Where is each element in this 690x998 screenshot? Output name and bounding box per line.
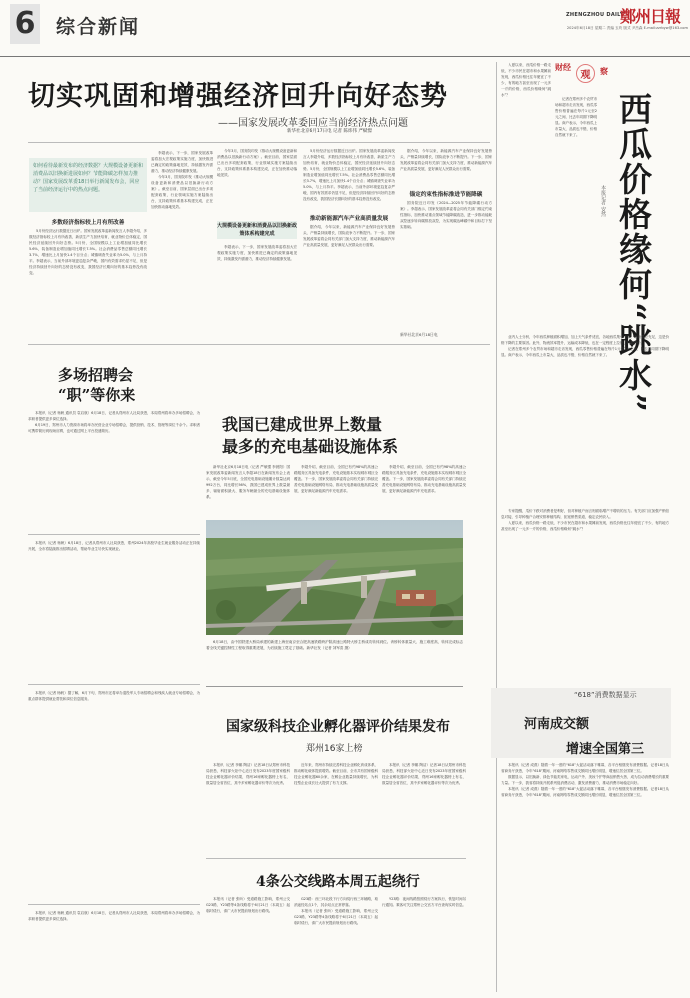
incubator-rule [206, 858, 466, 859]
charging-headline-2: 最多的充电基础设施体系 [222, 437, 399, 456]
incubator-text-1: 本报讯（记者 李娜 陶洁）记者18日从郑州市科技局获悉，科技部火炬中心近日发布2023年度国家级科技企业孵化器评价结果，郑州16家孵化器榜上有名，数量居全省首位，其中多家孵化器评价等次为优秀。 [206, 763, 290, 785]
stats-headline: 河南成交额 [524, 717, 590, 732]
lead-text-4: 李超表示，下一步，国家发展改革委将加大宏观政策实施力度，加快推进已确定的政策落地见效，持续激发内需潜力，推动经济持续健康发展。 [217, 245, 297, 261]
jobs-rule-1 [28, 534, 200, 535]
stats-headline-2: 增速全国第三 [566, 742, 645, 757]
column-text-4: 专家提醒，瓜价下跌对消费者是利好，但对种植户而言则面临增产不增收的压力。有关部门应加强产销信息对接，引导种植户合理安排种植结构，拓宽销售渠道，稳定农民收入。 入夏以来，西瓜价格一路走低，不少市民在超市和水果摊前发现，西瓜价格比往年便宜了不少，有的地方甚至出现了一元多一斤的价格，西瓜价格缘何“跳水”？ [501, 509, 669, 531]
lead-subhead-1: 多数经济指标较上月有所改善 [51, 220, 125, 226]
lead-subtitle: ——国家发展改革委回应当前经济热点问题 [218, 118, 408, 129]
paper-name-en: ZHENGZHOU DAILY [566, 12, 624, 18]
jobs-text-1: 本报讯（记者 杨帆 通讯员 袁启航）6月18日，记者从郑州市人社局获悉，本周郑州将举办多场招聘会，为求职者提供更多岗位选择。 6月19日，郑州市人力资源市场将举办民营企业专场招聘会，提供营销、技术、管理等岗位千余个。求职者可携带简历到现场应聘，也可通过网上平台投递简历。 [28, 411, 200, 433]
column-divider [496, 62, 497, 992]
jobs-headline-2: “职”等你来 [58, 386, 136, 404]
column-author: 本报记者 安然 [600, 185, 606, 217]
lead-rule [28, 142, 490, 143]
column-text-1: 入夏以来，西瓜价格一路走低，不少市民在超市和水果摊前发现，西瓜价格比往年便宜了不少，有的地方甚至出现了一元多一斤的价格，西瓜价格缘何“跳水”？ [501, 63, 551, 97]
charging-text-1: 新华社北京6月18日电（记者 严赋憬 李晨阳）国家发展改革委新闻发言人李超18日在新闻发布会上表示，截至今年5月底，全国充电基础设施累计数量达到992万台，同比增长56%，我国已建成世界上数量最多、辐射面积最大、服务车辆最全的充电基础设施体系。 [206, 465, 290, 499]
incubator-subtitle: 郑州16家上榜 [306, 744, 363, 754]
caption-rule [206, 686, 463, 687]
column-tag: 财经 [555, 63, 571, 72]
lead-end-note: 新华社北京6月18日电 [400, 332, 438, 337]
incubator-headline: 国家级科技企业孵化器评价结果发布 [226, 719, 450, 735]
lead-byline: 新华社北京6月17日电 记者 陈炜伟 严赋憬 [287, 129, 372, 134]
stats-label: “618”消费数据显示 [574, 691, 637, 699]
lead-intro: 如何看待最新发布的经济数据？大规模设备更新和消费品以旧换新进展如何？节能降碳怎样加力推动？国家发展改革委18日举行新闻发布会，回应了当前经济运行中的热点问题。 [29, 158, 147, 212]
lead-text-8: 国务院近日印发《2024—2025年节能降碳行动方案》。李超表示，国家发展改革委将会同有关部门锚定约束性指标，加快推动重点领域节能降碳改造，进一步推动能耗双控逐步转向碳排放双控，为实现碳达峰碳中和目标打下坚实基础。 [400, 201, 492, 229]
lead-text-1: 5月份经济运行数据近日出炉。国家发展改革委新闻发言人李超介绍，多数经济指标较上月有所改善，新质生产力加快培育，就业物价总体稳定，国民经济延续回升向好态势。5月份，全国规模以上工业增加值同比增长5.6%，装备制造业增加值同比增长7.5%。社会消费品零售总额同比增长3.7%，增速比上月加快1.4个百分点；城镇调查失业率为5.0%，与上月持平。李超表示，当前外部环境更趋复杂严峻，国内有效需求仍显不足，但是经济持续回升向好的态势没有改变，我国经济长期向好的基本趋势没有改变。 [29, 229, 147, 275]
observe-icon: 观 [576, 64, 595, 83]
lead-subhead-4: 锚定约束性指标推进节能降碳 [409, 192, 483, 198]
lead-text-5: 5月份经济运行数据近日出炉。国家发展改革委新闻发言人李超介绍，多数经济指标较上月有所改善，新质生产力加快培育，就业物价总体稳定，国民经济延续回升向好态势。5月份，全国规模以上工业增加值同比增长5.6%，装备制造业增加值同比增长7.5%。社会消费品零售总额同比增长3.7%，增速比上月加快1.4个百分点；城镇调查失业率为5.0%，与上月持平。李超表示，当前外部环境更趋复杂严峻，国内有效需求仍显不足，但是经济持续回升向好的态势没有改变，我国经济长期向好的基本趋势没有改变。 [303, 149, 395, 201]
page-number: 6 [10, 4, 40, 44]
column-tag-tail: 察 [600, 67, 608, 76]
paper-logo: 鄭州日報 [620, 7, 681, 26]
bus-text-1: 本报讯（记者 张昕）受道路施工影响，郑州公交G23路、Y23路等4条线路将于6月21日（本周五）起临时绕行，请广大市民提前规划出行路线。 [206, 897, 290, 913]
jobs-headline: 多场招聘会 [58, 366, 134, 384]
bus-text-3: Y23路：夜间线路按照绕行方案执行，恢复时间另行通知。乘客可关注郑州公交官方平台查询实时信息。 [382, 897, 466, 907]
lead-subhead-2: 大规模设备更新和消费品以旧换新政策体系构建完成 [217, 223, 298, 237]
column-text-2: 记者在郑州多个农贸市场和超市走访发现，西瓜零售价格普遍在每斤1元至2元之间，比去年同期下降明显。商户表示，今年西瓜上市量大，品质也不错，价格自然就下来了。 [555, 97, 597, 137]
column-text-3: 业内人士分析，今年西瓜种植面积增加，加上天气条件适宜，各地西瓜集中上市，市场供应充足，这是价格下降的主要原因。此外，物流效率提升，运输成本降低，也在一定程度上拉低了终端售价。 记者在郑州多个农贸市场和超市走访发现，西瓜零售价格普遍在每斤1元至2元之间，比去年同期下降明显。商户表示，今年西瓜上市量大，品质也不错，价格自然就下来了。 [501, 335, 669, 357]
bridge-photo [206, 520, 463, 635]
jobs-text-3: 本报讯（记者 杨帆）据了解，6月下旬，郑州市还将举办退役军人专场招聘会和残疾人就业专场招聘会，为重点群体提供就业帮扶和岗位信息服务。 [28, 691, 200, 701]
bus-text-2: G23路：西三环北段下行方向绕行西三环辅路，取消途经站点1个，其余站点正常停靠。 本报讯（记者 张昕）受道路施工影响，郑州公交G23路、Y23路等4条线路将于6月21日（本周五）起临时绕行，请广大市民提前规划出行路线。 [294, 897, 378, 925]
lead-text-7: 据介绍，今年以来，新能源汽车产业保持良好发展势头，产销量持续增长，国际竞争力不断提升。下一步，国家发展改革委将会同有关部门加大支持力度，推动新能源汽车产业高质量发展，更好满足人民群众出行需要。 [400, 149, 492, 171]
lead-headline: 切实巩固和增强经济回升向好态势 [28, 81, 448, 112]
charging-text-2: 李超介绍，截至目前，全国已有约98%的高速公路服务区具备充电条件，充电设施基本实现城市城区全覆盖。下一步，国家发展改革委将会同有关部门持续完善充电基础设施网络布局，推动充电基础设施高质量发展，更好满足新能源汽车充电需求。 [294, 465, 378, 493]
charging-text-3: 李超介绍，截至目前，全国已有约98%的高速公路服务区具备充电条件，充电设施基本实现城市城区全覆盖。下一步，国家发展改革委将会同有关部门持续完善充电基础设施网络布局，推动充电基础设施高质量发展，更好满足新能源汽车充电需求。 [382, 465, 466, 493]
jobs-text-4: 本报讯（记者 杨帆 通讯员 袁启航）6月18日，记者从郑州市人社局获悉，本周郑州将举办多场招聘会，为求职者提供更多岗位选择。 [28, 911, 200, 921]
lead-text-6: 据介绍，今年以来，新能源汽车产业保持良好发展势头，产销量持续增长，国际竞争力不断提升。下一步，国家发展改革委将会同有关部门加大支持力度，推动新能源汽车产业高质量发展，更好满足人民群众出行需要。 [303, 225, 395, 247]
bus-headline: 4条公交线路本周五起绕行 [256, 874, 420, 890]
lead-bottom-rule [28, 344, 490, 345]
photo-caption: 6月18日，由中国铁建大桥局承建的新建上海至南京至合肥高速铁路跨沪陕高速公路特大桥主桥成功转体到位。该桥转体重量大、施工难度高，转体完成标志着全线关键控制性工程取得重要进展，为后续施工奠定了基础。新华社发（记者 刘军喜 摄） [206, 640, 463, 651]
masthead-rule [0, 56, 690, 57]
jobs-rule-2 [28, 684, 200, 685]
lead-text-3: 今年3月，国务院印发《推动大规模设备更新和消费品以旧换新行动方案》。截至目前，国家层面已出台多项配套政策，行业领域实施方案陆续出台，支持政策体系基本构建完成，正在加快推动落地见效。 [217, 149, 297, 177]
charging-headline: 我国已建成世界上数量 [222, 415, 383, 434]
jobs-rule-3 [28, 904, 200, 905]
lead-subhead-3: 推动新能源汽车产业高质量发展 [309, 216, 389, 222]
issue-meta: 2024年6月18日 星期二 责编 玉玫 版式 尹杰森 E-mail:zzrbyw@163.com [566, 26, 688, 30]
lead-text-2: 李超表示，下一步，国家发展改革委将加大宏观政策实施力度，加快推进已确定的政策落地见效，持续激发内需潜力，推动经济持续健康发展。 今年3月，国务院印发《推动大规模设备更新和消费品以旧换新行动方案》。截至目前，国家层面已出台多项配套政策，行业领域实施方案陆续出台，支持政策体系基本构建完成，正在加快推动落地见效。 [151, 151, 213, 209]
bridge-photo-image [206, 520, 463, 635]
stats-text: 本报讯（记者 成燕）随着一年一度的“618”大促活动落下帷幕，各平台相继发布消费数据。记者18日从省商务厅获悉，今年“618”期间，河南网络零售成交额同比增长明显，增速位居全国第三位。 数据显示，以旧换新、绿色节能类家电，运动户外、美妆个护等商品销售火热，成为拉动消费增长的重要力量。下一步，我省将持续开展系列促消费活动，激发消费潜力，推动消费市场稳定向好。 本报讯（记者 成燕）随着一年一度的“618”大促活动落下帷幕，各平台相继发布消费数据。记者18日从省商务厅获悉，今年“618”期间，河南网络零售成交额同比增长明显，增速位居全国第三位。 [501, 763, 669, 797]
column-title: 西瓜价格缘何“跳水” [614, 92, 653, 414]
jobs-text-2: 本报讯（记者 杨帆）6月18日，记者从郑州市人社局获悉，郑州2024年高校毕业生就业服务活动正在持续开展，全市将陆续推出招聘活动，帮助毕业生尽快实现就业。 [28, 541, 200, 551]
incubator-text-2: 近年来，郑州市持续完善科技企业孵化育成体系，推动孵化载体提质增效。截至目前，全市共有国家级科技企业孵化器60余家，在孵企业数量持续增长，为科技型企业成长壮大提供了有力支撑。 [294, 763, 378, 785]
section-name: 综合新闻 [56, 16, 141, 38]
incubator-text-3: 本报讯（记者 李娜 陶洁）记者18日从郑州市科技局获悉，科技部火炬中心近日发布2023年度国家级科技企业孵化器评价结果，郑州16家孵化器榜上有名，数量居全省首位，其中多家孵化器评价等次为优秀。 [382, 763, 466, 785]
